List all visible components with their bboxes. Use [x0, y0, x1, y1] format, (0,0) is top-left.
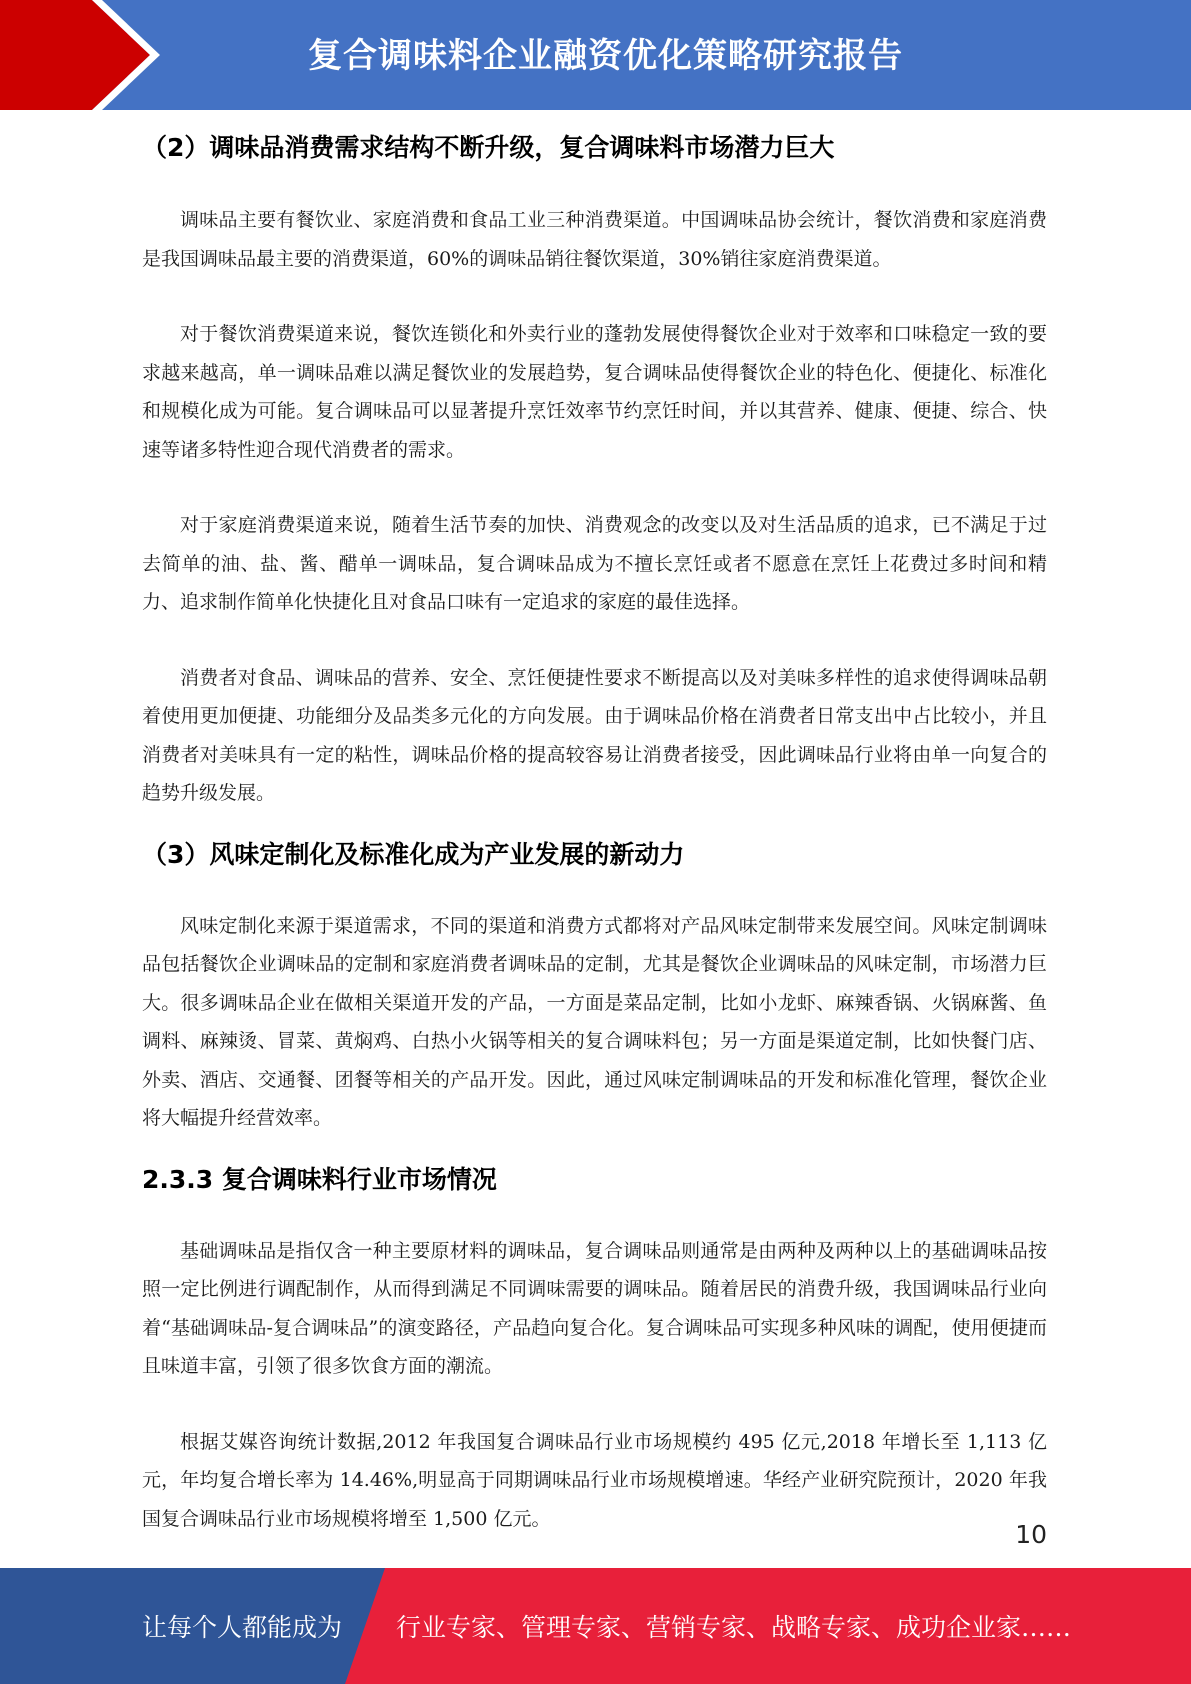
paragraph: 调味品主要有餐饮业、家庭消费和食品工业三种消费渠道。中国调味品协会统计，餐饮消费和家庭消费是我国调味品最主要的消费渠道，60%的调味品销往餐饮渠道，30%销往家庭消费渠道。 [142, 209, 1047, 270]
report-title: 复合调味料企业融资优化策略研究报告 [308, 36, 903, 76]
footer-slogan-right: 行业专家、管理专家、营销专家、战略专家、成功企业家…… [396, 1613, 1072, 1642]
section-heading-2: （2）调味品消费需求结构不断升级，复合调味料市场潜力巨大 [142, 133, 835, 162]
main-content [142, 128, 1047, 1538]
footer-slogan-left: 让每个人都能成为 [142, 1613, 343, 1642]
section-heading-2-3-3: 2.3.3 复合调味料行业市场情况 [142, 1164, 497, 1194]
paragraph: 风味定制化来源于渠道需求，不同的渠道和消费方式都将对产品风味定制带来发展空间。风味定制调味品包括餐饮企业调味品的定制和家庭消费者调味品的定制，尤其是餐饮企业调味品的风味定制，市场潜力巨大。很多调味品企业在做相关渠道开发的产品，一方面是菜品定制，比如小龙虾、麻辣香锅、火锅麻酱、鱼调料、麻辣烫、冒菜、黄焖鸡、白热小火锅等相关的复合调味料包；另一方面是渠道定制，比如快餐门店、外卖、酒店、交通餐、团餐等相关的产品开发。因此，通过风味定制调味品的开发和标准化管理，餐饮企业将大幅提升经营效率。 [142, 914, 1047, 1129]
paragraph: 对于家庭消费渠道来说，随着生活节奏的加快、消费观念的改变以及对生活品质的追求，已不满足于过去简单的油、盐、酱、醋单一调味品，复合调味品成为不擅长烹饪或者不愿意在烹饪上花费过多时间和精力、追求制作简单化快捷化且对食品口味有一定追求的家庭的最佳选择。 [142, 514, 1047, 613]
paragraph: 对于餐饮消费渠道来说，餐饮连锁化和外卖行业的蓬勃发展使得餐饮企业对于效率和口味稳定一致的要求越来越高，单一调味品难以满足餐饮业的发展趋势，复合调味品使得餐饮企业的特色化、便捷化、标准化和规模化成为可能。复合调味品可以显著提升烹饪效率节约烹饪时间，并以其营养、健康、便捷、综合、快速等诸多特性迎合现代消费者的需求。 [142, 323, 1047, 461]
paragraph: 根据艾媒咨询统计数据,2012 年我国复合调味品行业市场规模约 495 亿元,2018 年增长至 1,113 亿元，年均复合增长率为 14.46%,明显高于同期调味品行业市场规模增速。华经产业研究院预计，2020 年我国复合调味品行业市场规模将增至 1,500 亿元。 [142, 1430, 1047, 1530]
page-footer-band [0, 1568, 1191, 1684]
paragraph: 消费者对食品、调味品的营养、安全、烹饪便捷性要求不断提高以及对美味多样性的追求使得调味品朝着使用更加便捷、功能细分及品类多元化的方向发展。由于调味品价格在消费者日常支出中占比较小，并且消费者对美味具有一定的粘性，调味品价格的提高较容易让消费者接受，因此调味品行业将由单一向复合的趋势升级发展。 [142, 666, 1047, 804]
page-header-band [0, 0, 1191, 110]
page-number: 10 [1015, 1520, 1047, 1549]
section-heading-3: （3）风味定制化及标准化成为产业发展的新动力 [142, 839, 685, 869]
paragraph: 基础调味品是指仅含一种主要原材料的调味品，复合调味品则通常是由两种及两种以上的基础调味品按照一定比例进行调配制作，从而得到满足不同调味需要的调味品。随着居民的消费升级，我国调味品行业向着“基础调味品-复合调味品”的演变路径，产品趋向复合化。复合调味品可实现多种风味的调配，使用便捷而且味道丰富，引领了很多饮食方面的潮流。 [142, 1239, 1047, 1377]
